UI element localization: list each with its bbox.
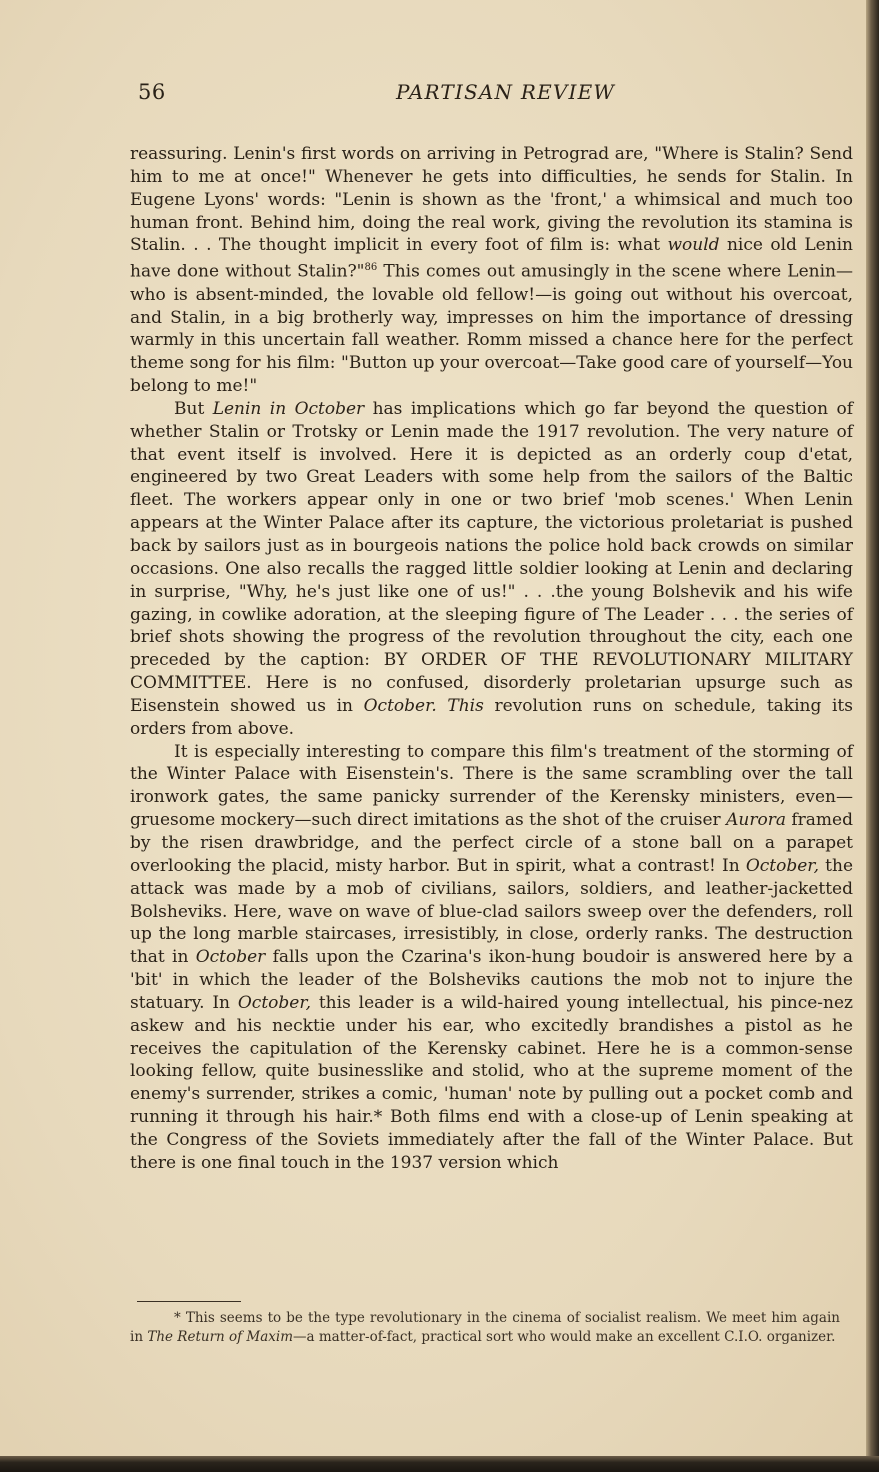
italic-text: October. [363,695,437,716]
text-run: This comes out amusingly in the scene where Lenin—who is absent-minded, the lovable old fellow!—is going out without his overcoat, and Stalin, in a big brotherly way, impresses on him the importance of dressing warmly in this uncertain fall weather. Romm missed a chance here for the perfect theme song for his film: "Button up your overcoat—Take good care of yourself—You belong to me!" [130,261,853,397]
paragraph [130,143,853,398]
italic-text: October [195,947,266,968]
text-run: falls upon the Czarina's ikon-hung boudoir is answered here by a 'bit' in which the leader of the Bolsheviks cautions the mob not to injure the statuary. In [130,947,853,1013]
footnote [130,1309,840,1347]
italic-text: Lenin in October [212,398,365,419]
text-run: —a matter-of-fact, practical sort who would make an excellent C.I.O. organizer. [293,1329,836,1345]
text-run: * This seems to be the type revolutionary in the cinema of socialist realism. We meet him again in [130,1310,840,1345]
text-run: It is especially interesting to compare this film's treatment of the storming of the Winter Palace with Eisenstein's. There is the same scrambling over the tall ironwork gates, the same panicky surrender of the Kerensky ministers, even—gruesome mockery—such direct imitations as the shot of the cruiser [130,741,853,831]
page-number: 56 [138,80,166,104]
text-run: this leader is a wild-haired young intellectual, his pince-nez askew and his necktie under his ear, who excitedly brandishes a pistol as he receives the capitulation of the Kerensky cabinet. Here he is a common-sense looking fellow, quite businesslike and stolid, who at the supreme moment of the enemy's surrender, strikes a comic, 'human' note by pulling out a pocket comb and running it through his hair.* Both films end with a close-up of Lenin speaking at the Congress of the Soviets immediately after the fall of the Winter Palace. But there is one final touch in the 1937 version which [130,992,853,1173]
italic-text: October, [237,992,311,1013]
paragraph [130,741,853,1175]
text-run: framed by the risen drawbridge, and the perfect circle of a stone ball on a parapet overlooking the placid, misty harbor. But in spirit, what a contrast! In [130,810,853,876]
running-head: PARTISAN REVIEW [396,80,616,104]
page-header [138,80,853,112]
italic-text: would [667,235,720,256]
body-text [130,143,853,1175]
text-run: the attack was made by a mob of civilians, sailors, soldiers, and leather-jacketted Bolsheviks. Here, wave on wave of blue-clad sailors sweep over the defenders, roll up the long marble staircases, irresistibly, in close, orderly ranks. The destruction that in [130,855,854,968]
text-run: nice old Lenin have done without Stalin?" [130,235,854,282]
italic-text: The Return of Maxim [147,1329,294,1345]
page-bottom-shadow [0,1456,879,1472]
italic-text: This [447,695,484,716]
text-run: has implications which go far beyond the question of whether Stalin or Trotsky or Lenin made the 1917 revolution. The very nature of that event itself is involved. Here it is depicted as an orderly coup d'etat, engineered by two Great Leaders with some help from the sailors of the Baltic fleet. The workers appear only in one or two brief 'mob scenes.' When Lenin appears at the Winter Palace after its capture, the victorious proletariat is pushed back by sailors just as in bourgeois nations the police hold back crowds on similar occasions. One also recalls the ragged little soldier looking at Lenin and declaring in surprise, "Why, he's just like one of us!" . . .the young Bolshevik and his wife gazing, in cowlike adoration, at the sleeping figure of The Leader . . . the series of brief shots showing the progress of the revolution throughout the city, each one preceded by the caption: BY ORDER OF THE REVOLUTIONARY MILITARY COMMITTEE. Here is no confused, disorderly proletarian upsurge such as Eisenstein showed us in [130,398,853,716]
paragraph [130,398,853,741]
italic-text: October, [745,855,819,876]
text-run: revolution runs on schedule, taking its orders from above. [130,695,853,739]
text-run [437,696,448,716]
footnote-text [130,1309,840,1347]
text-run: But [174,398,213,419]
page-edge-shadow [866,0,879,1472]
text-run: reassuring. Lenin's first words on arriving in Petrograd are, "Where is Stalin? Send him to me at once!" Whenever he gets into difficulties, he sends for Stalin. In Eugene Lyons' words: "Lenin is shown as the 'front,' a whimsical and much too human front. Behind him, doing the real work, giving the revolution its stamina is Stalin. . . The thought implicit in every foot of film is: what [130,144,853,256]
footnote-ref: 86 [364,262,378,274]
italic-text: Aurora [726,810,786,831]
footnote-rule [137,1301,241,1302]
